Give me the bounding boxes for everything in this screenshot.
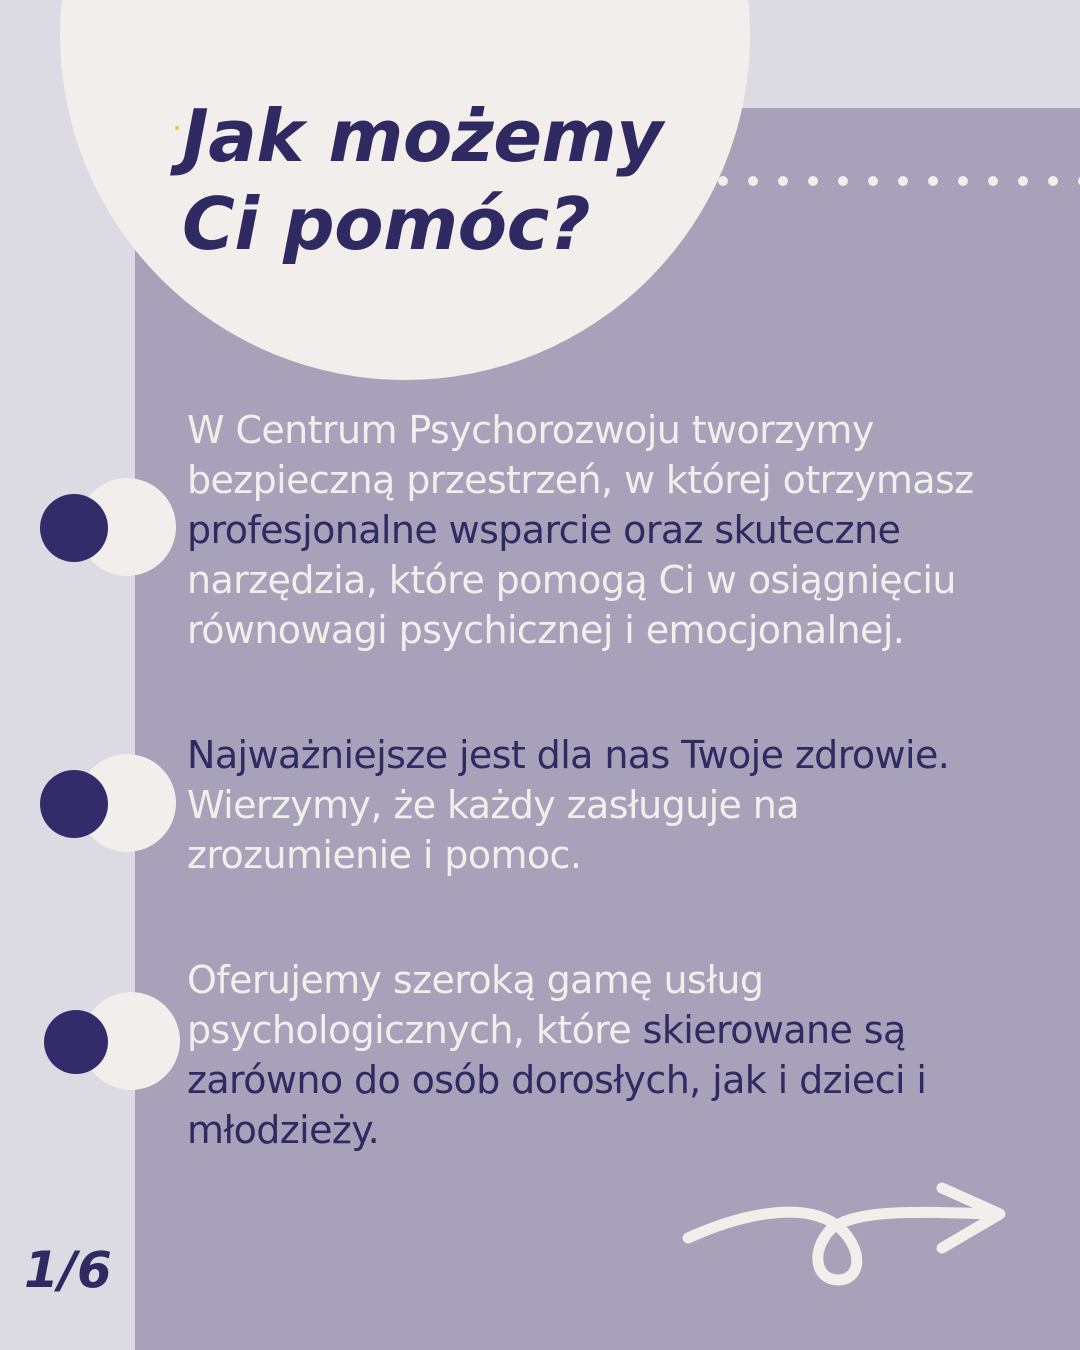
paragraph-3 xyxy=(187,955,1057,1155)
swirl-arrow-right-icon[interactable] xyxy=(680,1180,1020,1300)
bullet-2-icon xyxy=(40,754,160,854)
p3-line-4: młodzieży. xyxy=(187,1108,380,1152)
p1-line-2: bezpieczną przestrzeń, w której otrzymasz xyxy=(187,458,974,502)
p2-line-3: zrozumienie i pomoc. xyxy=(187,833,582,877)
p2-line-2: Wierzymy, że każdy zasługuje na xyxy=(187,783,799,827)
title-line-1: Jak możemy xyxy=(182,94,663,178)
p2-line-1: Najważniejsze jest dla nas Twoje zdrowie. xyxy=(187,733,950,777)
dotted-line-decoration xyxy=(718,176,1080,186)
p1-line-3: profesjonalne wsparcie oraz skuteczne xyxy=(187,508,901,552)
p1-line-4: narzędzia, które pomogą Ci w osiągnięciu xyxy=(187,558,956,602)
bullet-3-icon xyxy=(44,992,164,1092)
p3-line-1: Oferujemy szeroką gamę usług xyxy=(187,958,764,1002)
spark-decoration xyxy=(175,126,179,130)
bullet-1-icon xyxy=(40,478,160,578)
page-title xyxy=(182,92,663,268)
title-line-2: Ci pomóc? xyxy=(182,182,591,266)
paragraph-2 xyxy=(187,730,1057,880)
page-indicator: 1/6 xyxy=(24,1241,112,1299)
p1-line-5: równowagi psychicznej i emocjonalnej. xyxy=(187,608,905,652)
p3-line-2: psychologicznych, które skierowane są xyxy=(187,1008,906,1052)
p1-line-1: W Centrum Psychorozwoju tworzymy xyxy=(187,408,874,452)
paragraph-1 xyxy=(187,405,1057,655)
p3-line-3: zarówno do osób dorosłych, jak i dzieci i xyxy=(187,1058,927,1102)
